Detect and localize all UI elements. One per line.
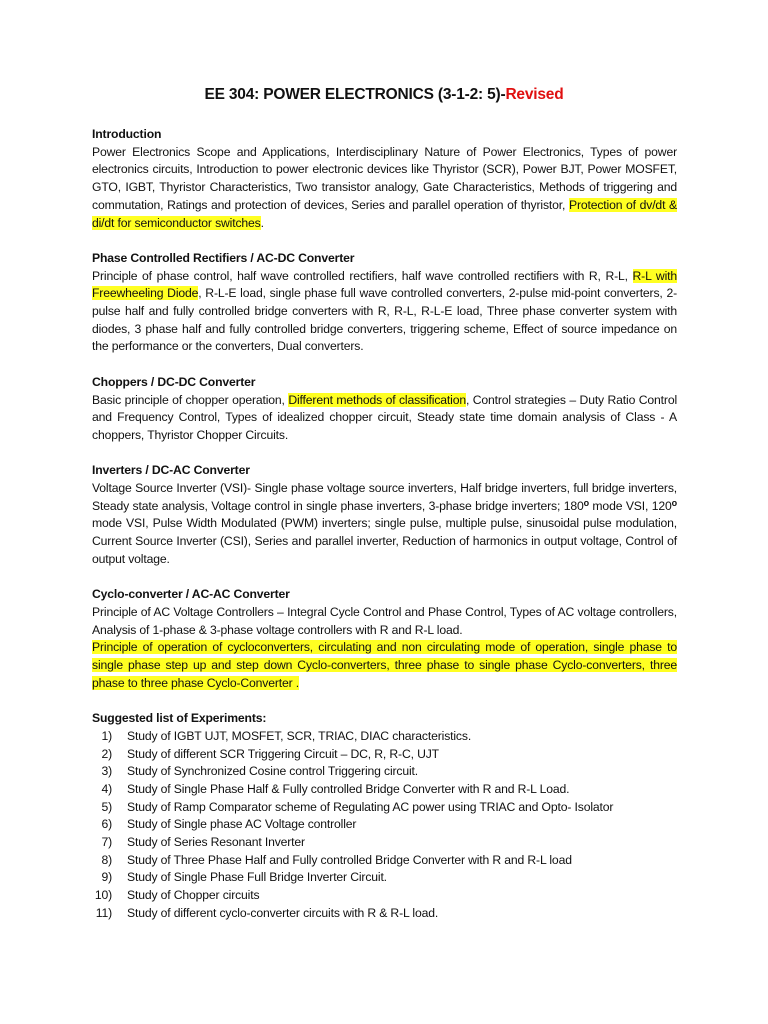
experiment-text: Study of Single Phase Half & Fully controlled Bridge Converter with R and R-L Load. [127,781,570,796]
experiment-number: 1) [101,728,112,743]
experiment-item [92,869,677,887]
paragraph-text: . [260,215,264,230]
section-paragraph [92,480,677,569]
experiment-number: 2) [101,746,112,761]
section-heading: Choppers / DC-DC Converter [92,374,256,389]
degree-superscript: o [671,497,677,508]
paragraph-text: mode VSI, Pulse Width Modulated (PWM) inverters; single pulse, multiple pulse, sinusoidal pulse modulation, Current Source Inverter (CSI), Series and parallel inverter, Reduction of harmonics in output voltage, Control of output voltage. [92,516,677,566]
experiment-text: Study of Chopper circuits [127,888,260,903]
experiment-text: Study of Single phase AC Voltage controller [127,817,357,832]
paragraph-text: mode VSI, 120 [588,498,672,513]
experiment-text: Study of Single Phase Full Bridge Inverter Circuit. [127,870,387,885]
experiment-item [92,852,677,870]
paragraph-text: , Control strategies – Duty Ratio Control and Frequency Control, Types of idealized chopper circuit, Steady state time domain analysis of Class - A choppers, Thyristor Chopper Circuits. [92,392,677,442]
section-heading: Phase Controlled Rectifiers / AC-DC Converter [92,250,355,265]
paragraph-text: Principle of AC Voltage Controllers – Integral Cycle Control and Phase Control, Types of AC voltage controllers, Analysis of 1-phase & 3-phase voltage controllers with R and R-L load. [92,604,677,637]
experiment-text: Study of Synchronized Cosine control Triggering circuit. [127,764,419,779]
highlighted-text: Different methods of classification [288,392,466,407]
title-revised: Revised [505,86,564,103]
document-title [0,86,768,104]
paragraph-text: Power Electronics Scope and Applications, Interdisciplinary Nature of Power Electronics, Types of power electronics circuits, Introduction to power electronic devices like Thyristor (SCR), Power BJT, Power MOSFET, GTO, IGBT, Thyristor Characteristics, Two transistor analogy, Gate Characteristics, Methods of triggering and commutation, Ratings and protection of devices, Series and parallel operation of thyristor, [92,144,677,212]
experiment-number: 5) [101,799,112,814]
experiment-number: 7) [101,835,112,850]
experiment-number: 8) [101,852,112,867]
experiment-item [92,905,677,923]
experiment-number: 10) [94,888,112,903]
syllabus-section [92,374,677,445]
experiment-text: Study of Series Resonant Inverter [127,835,305,850]
syllabus-section [92,462,677,568]
highlighted-text: R-L with Freewheeling Diode [92,268,677,301]
experiment-text: Study of IGBT UJT, MOSFET, SCR, TRIAC, DIAC characteristics. [127,728,472,743]
highlighted-text: Protection of dv/dt & di/dt for semiconductor switches [92,197,677,230]
experiment-item [92,728,677,746]
experiment-item [92,816,677,834]
title-main: EE 304: POWER ELECTRONICS (3-1-2: 5)- [204,86,506,103]
paragraph-text: Voltage Source Inverter (VSI)- Single phase voltage source inverters, Half bridge inverters, full bridge inverters, Steady state analysis, Voltage control in single phase inverters, 3-phase bridge inverters; 180 [92,481,677,513]
section-heading: Cyclo-converter / AC-AC Converter [92,587,290,602]
section-heading: Inverters / DC-AC Converter [92,463,250,478]
experiment-item [92,834,677,852]
experiment-item [92,746,677,764]
experiment-text: Study of Three Phase Half and Fully controlled Bridge Converter with R and R-L load [127,852,572,867]
document-content [92,126,677,940]
section-paragraph [92,639,677,692]
degree-superscript: o [583,497,589,508]
syllabus-section [92,586,677,692]
highlighted-text: Principle of operation of cycloconverters, circulating and non circulating mode of operation, single phase to single phase step up and step down Cyclo-converters, three phase to single phase Cyclo-converters, three phase to three phase Cyclo-Converter . [92,640,677,690]
section-paragraph [92,144,677,233]
syllabus-section [92,126,677,232]
experiment-item [92,887,677,905]
experiments-list [92,728,677,923]
experiment-number: 3) [101,764,112,779]
paragraph-text: Basic principle of chopper operation, [92,392,289,407]
section-paragraph [92,392,677,445]
section-paragraph [92,268,677,357]
syllabus-section [92,250,677,356]
experiment-item [92,763,677,781]
syllabus-sections [92,126,677,692]
paragraph-text: , R-L-E load, single phase full wave controlled converters, 2-pulse mid-point converters, 2-pulse half and fully controlled bridge converters with R, R-L, R-L-E load, Three phase converter system with diodes, 3 phase half and fully controlled bridge converters, triggering scheme, Effect of source impedance on the performance or the converters, Dual converters. [92,286,677,354]
experiment-number: 9) [101,870,112,885]
experiment-number: 4) [101,781,112,796]
experiment-item [92,799,677,817]
experiment-item [92,781,677,799]
experiment-number: 6) [101,817,112,832]
paragraph-text: Principle of phase control, half wave controlled rectifiers, half wave controlled rectifiers with R, R-L, [92,268,633,283]
experiment-text: Study of different SCR Triggering Circuit – DC, R, R-C, UJT [127,746,439,761]
experiments-section [92,710,677,922]
experiment-number: 11) [95,905,112,920]
experiment-text: Study of Ramp Comparator scheme of Regulating AC power using TRIAC and Opto- Isolator [127,799,614,814]
section-paragraph [92,604,677,639]
experiment-text: Study of different cyclo-converter circuits with R & R-L load. [127,905,439,920]
section-heading: Introduction [92,127,162,141]
experiments-heading: Suggested list of Experiments: [92,711,267,726]
